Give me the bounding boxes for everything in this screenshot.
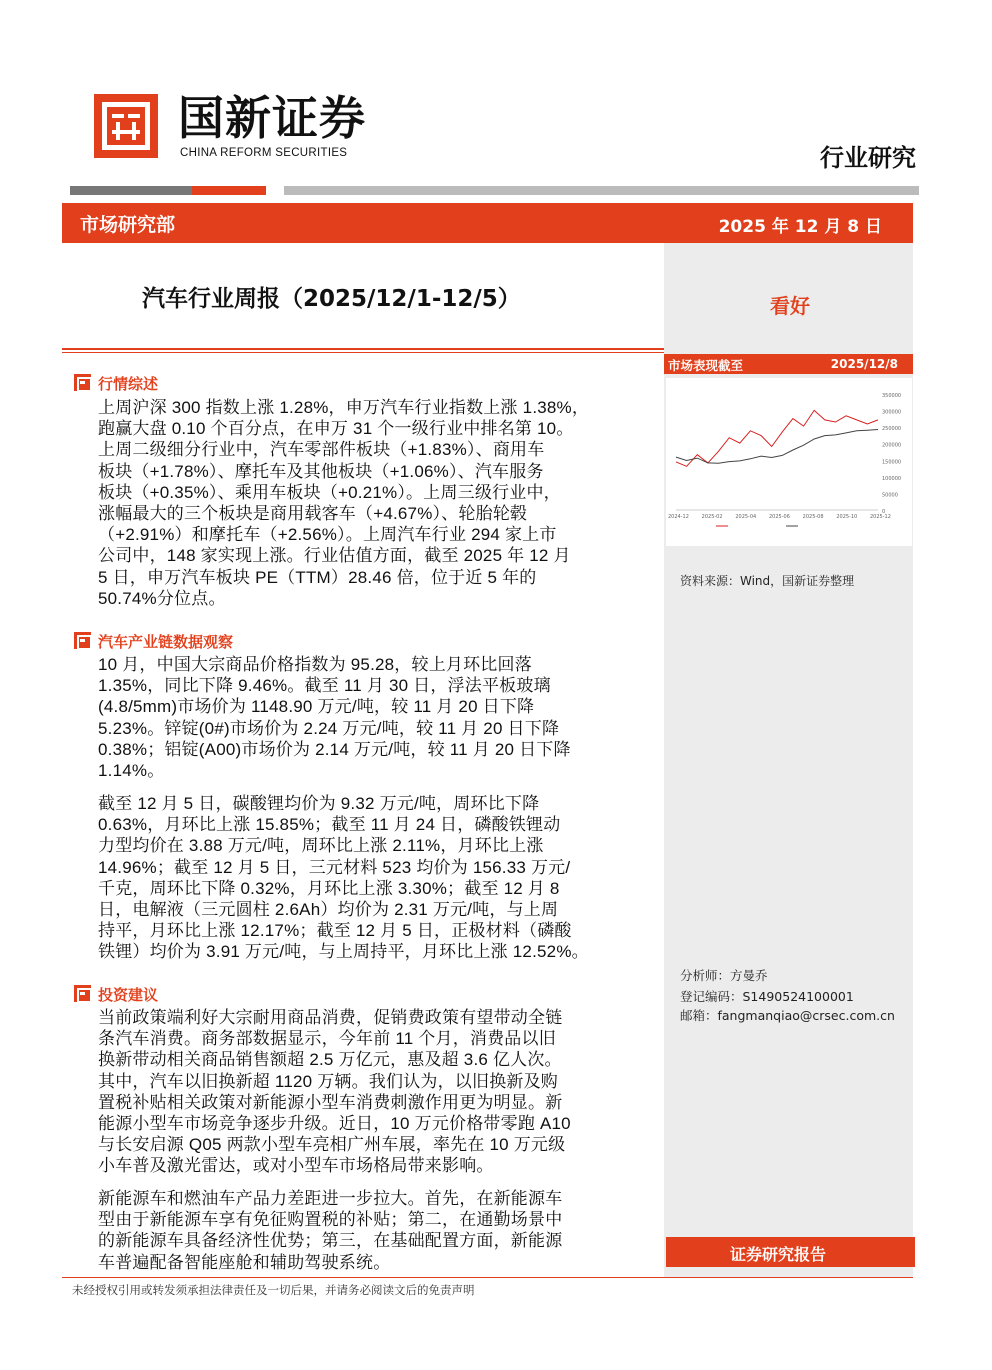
footer-rule xyxy=(62,1277,913,1278)
chart-y-tick: 300000 xyxy=(882,409,902,416)
header-divider-gray xyxy=(284,186,919,195)
paragraph-line: 条汽车消费。商务部数据显示，今年前 11 个月，消费品以旧 xyxy=(98,1029,556,1049)
title-rule-thin xyxy=(62,352,664,353)
paragraph-line: 0.63%，月环比上涨 15.85%；截至 11 月 24 日，磷酸铁锂动 xyxy=(98,815,561,835)
chart-x-tick: 2025-02 xyxy=(701,514,723,520)
section-paragraph xyxy=(98,1188,654,1273)
section-title-market-review: 行情综述 xyxy=(98,375,159,393)
paragraph-line: 上周二级细分行业中，汽车零部件板块（+1.83%）、商用车 xyxy=(98,440,545,460)
disclaimer: 未经授权引用或转发须承担法律责任及一切后果，并请务必阅读文后的免责声明 xyxy=(72,1283,475,1297)
section-title-supply-chain: 汽车产业链数据观察 xyxy=(98,633,234,651)
paragraph-line: 日，电解液（三元圆柱 2.6Ah）均价为 2.31 万元/吨，与上周 xyxy=(98,900,559,920)
analyst-email[interactable]: 邮箱：fangmanqiao@crsec.com.cn xyxy=(680,1008,895,1023)
header-divider-red xyxy=(192,186,266,195)
chart-svg xyxy=(666,378,912,546)
paragraph-line: 板块（+0.35%）、乘用车板块（+0.21%）。上周三级行业中， xyxy=(98,482,561,502)
paragraph-line: 1.35%，同比下降 9.46%。截至 11 月 30 日，浮法平板玻璃 xyxy=(98,676,551,696)
report-date: 2025 年 12 月 8 日 xyxy=(718,217,882,237)
paragraph-line: 板块（+1.78%）、摩托车及其他板块（+1.06%）、汽车服务 xyxy=(98,461,544,481)
paragraph-line: 1.14%。 xyxy=(98,761,165,781)
paragraph-line: 力型均价在 3.88 万元/吨，周环比上涨 2.11%，月环比上涨 xyxy=(98,836,544,856)
report-title: 汽车行业周报（2025/12/1-12/5） xyxy=(142,286,521,312)
logo-mark xyxy=(94,94,158,158)
chart-x-tick: 2025-12 xyxy=(870,514,891,520)
section-title-investment-advice: 投资建议 xyxy=(98,986,159,1004)
paragraph-line: 型由于新能源车享有免征购置税的补贴；第二，在通勤场景中 xyxy=(98,1210,563,1230)
section-paragraph xyxy=(98,397,654,609)
chart-x-tick: 2025-06 xyxy=(769,514,790,520)
chart-y-tick: 350000 xyxy=(882,393,902,399)
chart-header-date: 2025/12/8 xyxy=(830,357,898,371)
analyst-registration: 登记编码：S1490524100001 xyxy=(680,989,854,1004)
chart-y-tick: 150000 xyxy=(882,459,902,466)
paragraph-line: 5.23%。锌锭(0#)市场价为 2.24 万元/吨，较 11 月 20 日下降 xyxy=(98,718,560,738)
paragraph-line: （+2.91%）和摩托车（+2.56%）。上周汽车行业 294 家上市 xyxy=(98,525,557,545)
section-paragraph xyxy=(98,654,654,781)
department-name: 市场研究部 xyxy=(80,214,176,236)
chart-x-tick: 2025-04 xyxy=(735,514,757,520)
paragraph-line: 置税补贴相关政策对新能源小型车消费刺激作用更为明显。新 xyxy=(98,1092,563,1112)
paragraph-line: 车普遍配备智能座舱和辅助驾驶系统。 xyxy=(98,1252,391,1272)
paragraph-line: 截至 12 月 5 日，碳酸锂均价为 9.32 万元/吨，周环比下降 xyxy=(98,794,540,813)
logo-text: 国新证券 xyxy=(178,91,366,145)
chart-y-tick: 0 xyxy=(882,509,886,515)
paragraph-line: 当前政策端利好大宗耐用商品消费，促销费政策有望带动全链 xyxy=(98,1008,563,1027)
report-type: 行业研究 xyxy=(820,143,916,172)
paragraph-line: 涨幅最大的三个板块是商用载客车（+4.67%）、轮胎轮毂 xyxy=(98,504,528,524)
paragraph-line: 新能源车和燃油车产品力差距进一步拉大。首先，在新能源车 xyxy=(98,1189,563,1208)
paragraph-line: 小车普及激光雷达，或对小型车市场格局带来影响。 xyxy=(98,1156,494,1176)
chart-y-tick: 200000 xyxy=(882,442,902,449)
paragraph-line: 0.38%；铝锭(A00)市场价为 2.14 万元/吨，较 11 月 20 日下降 xyxy=(98,739,571,759)
paragraph-line: 公司中，148 家实现上涨。行业估值方面，截至 2025 年 12 月 xyxy=(98,546,571,566)
chart-x-tick: 2024-12 xyxy=(668,514,689,520)
chart-y-tick: 100000 xyxy=(882,475,902,482)
paragraph-line: 换新带动相关商品销售额超 2.5 万亿元，惠及超 3.6 亿人次。 xyxy=(98,1050,562,1070)
section-paragraph xyxy=(98,793,654,963)
logo-subtitle: CHINA REFORM SECURITIES xyxy=(180,147,348,159)
chart-series-line-0 xyxy=(676,410,878,466)
paragraph-line: 铁锂）均价为 3.91 万元/吨，与上周持平，月环比上涨 12.52%。 xyxy=(98,942,589,962)
chart-y-tick: 250000 xyxy=(882,426,902,433)
chart-x-tick: 2025-08 xyxy=(802,514,824,520)
paragraph-line: (4.8/5mm)市场价为 1148.90 万元/吨，较 11 月 20 日下降 xyxy=(98,697,535,717)
paragraph-line: 跑赢大盘 0.10 个百分点，在申万 31 个一级行业中排名第 10。 xyxy=(98,419,574,439)
chart-x-tick: 2025-10 xyxy=(836,514,858,520)
market-performance-chart xyxy=(666,378,912,546)
chart-source: 资料来源：Wind，国新证券整理 xyxy=(680,574,855,588)
header-divider-dark xyxy=(70,186,192,195)
section-paragraph xyxy=(98,1007,654,1177)
paragraph-line: 50.74%分位点。 xyxy=(98,588,226,608)
section-icon xyxy=(74,985,91,1002)
footer-badge-text: 证券研究报告 xyxy=(730,1245,827,1264)
title-rule xyxy=(62,348,664,350)
paragraph-line: 能源小型车市场竞争逐步升级。近日，10 万元价格带零跑 A10 xyxy=(98,1114,571,1134)
paragraph-line: 千克，周环比下降 0.32%，月环比上涨 3.30%；截至 12 月 8 xyxy=(98,878,560,898)
section-icon xyxy=(74,632,91,649)
paragraph-line: 10 月，中国大宗商品价格指数为 95.28，较上月环比回落 xyxy=(98,655,532,674)
paragraph-line: 14.96%；截至 12 月 5 日，三元材料 523 均价为 156.33 万元/ xyxy=(98,857,571,877)
paragraph-line: 持平，月环比上涨 12.17%；截至 12 月 5 日，正极材料（磷酸 xyxy=(98,921,572,941)
rating-badge: 看好 xyxy=(770,294,810,318)
paragraph-line: 上周沪深 300 指数上涨 1.28%，申万汽车行业指数上涨 1.38%， xyxy=(98,398,590,417)
chart-y-tick: 50000 xyxy=(882,492,898,499)
analyst-name: 分析师：方曼乔 xyxy=(680,968,768,983)
paragraph-line: 的新能源车具备经济性优势；第三，在基础配置方面，新能源 xyxy=(98,1231,563,1251)
paragraph-line: 其中，汽车以旧换新超 1120 万辆。我们认为，以旧换新及购 xyxy=(98,1071,559,1091)
chart-header-label: 市场表现截至 xyxy=(668,358,744,373)
paragraph-line: 5 日，申万汽车板块 PE（TTM）28.46 倍，位于近 5 年的 xyxy=(98,567,537,587)
paragraph-line: 与长安启源 Q05 两款小型车亮相广州车展，率先在 10 万元级 xyxy=(98,1135,566,1155)
chart-series-line-1 xyxy=(676,430,878,464)
section-icon xyxy=(74,374,91,391)
